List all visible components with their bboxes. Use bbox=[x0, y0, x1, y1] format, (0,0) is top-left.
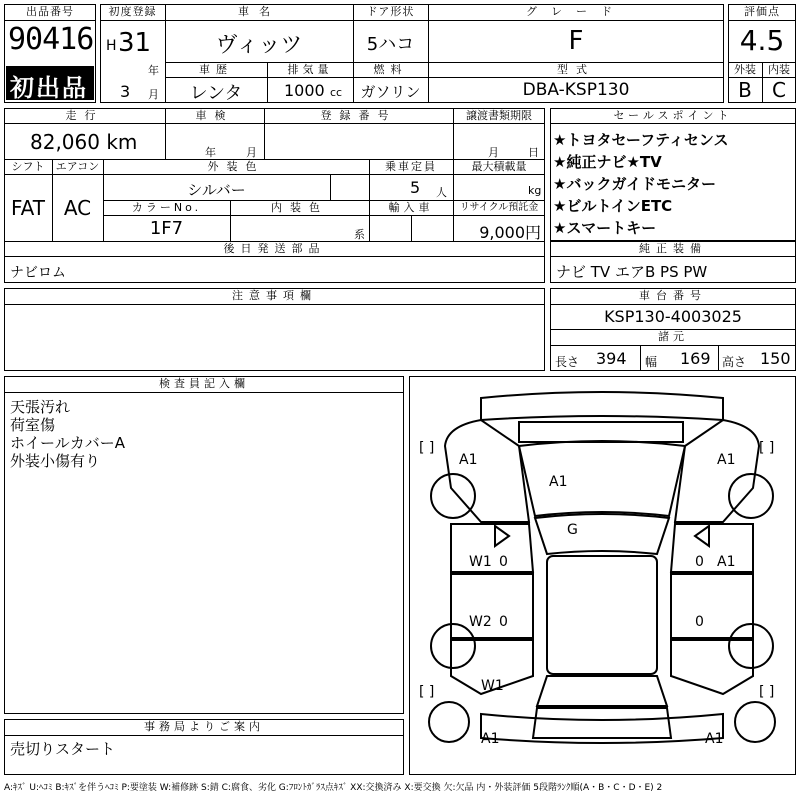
interior-grade-label: 内装 bbox=[768, 63, 790, 76]
legend: A:ｷｽﾞ U:ﾍｺﾐ B:ｷｽﾞを伴うﾍｺﾐ P:要塗装 W:補修跡 S:錆 C:腐食、劣化 G:ﾌﾛﾝﾄｶﾞﾗｽ点ｷｽﾞ XX:交換済み X:要交換 欠:欠品 内・外装評価 5段階ﾗﾝｸ順(A・B・C・D・E) 2 bbox=[4, 783, 663, 793]
displacement: 1000 bbox=[284, 81, 325, 100]
load-label: 最大積載量 bbox=[471, 160, 527, 173]
door-label: ドア形状 bbox=[366, 5, 415, 18]
import-label: 輸入車 bbox=[388, 201, 434, 214]
ac-label: エアコン bbox=[55, 160, 100, 173]
sales-point-2: ★純正ナビ★TV bbox=[553, 153, 662, 171]
door-type: 5ハコ bbox=[366, 34, 415, 55]
sales-point-4: ★ビルトインETC bbox=[553, 197, 673, 215]
mark-right-door-front: A1 bbox=[717, 554, 736, 570]
length-label: 長さ bbox=[555, 355, 580, 369]
plate-label: 登録番号 bbox=[320, 109, 397, 122]
mark-zero-4: 0 bbox=[695, 614, 704, 630]
car-name: ヴィッツ bbox=[215, 33, 303, 58]
inspection-label: 車検 bbox=[195, 109, 234, 122]
recycle-label: リサイクル預託金 bbox=[459, 202, 539, 213]
grade-label: グレード bbox=[526, 5, 626, 18]
capacity-label: 乗車定員 bbox=[385, 160, 437, 173]
later-parts: ナビロム bbox=[10, 265, 66, 281]
sales-point-5: ★スマートキー bbox=[553, 219, 657, 237]
inspection-year-unit: 年 bbox=[205, 146, 216, 159]
color: シルバー bbox=[187, 181, 246, 199]
lot-number: 90416 bbox=[8, 22, 94, 57]
transfer-label: 譲渡書類期限 bbox=[466, 109, 532, 122]
inspector-block bbox=[4, 376, 404, 714]
dims-label: 諸元 bbox=[658, 330, 688, 343]
displacement-label: 排気量 bbox=[287, 63, 333, 76]
recycle: 9,000円 bbox=[479, 223, 541, 242]
capacity: 5 bbox=[410, 178, 421, 197]
inspector-line-4: 外装小傷有り bbox=[10, 452, 101, 470]
color-no: 1F7 bbox=[149, 218, 184, 239]
mark-zero-1: 0 bbox=[499, 554, 508, 570]
transfer-month-unit: 月 bbox=[488, 146, 499, 159]
displacement-unit: cc bbox=[330, 86, 343, 99]
inspector-line-1: 天張汚れ bbox=[10, 398, 71, 416]
color-label: 外装色 bbox=[207, 160, 265, 173]
history: レンタ bbox=[189, 83, 243, 104]
equipment: ナビ TV エアB PS PW bbox=[556, 263, 708, 281]
mark-rear-right: A1 bbox=[705, 731, 724, 747]
color-no-label: カラーNo. bbox=[131, 201, 202, 214]
bracket-4: [ ] bbox=[759, 684, 775, 700]
bracket-2: [ ] bbox=[759, 440, 775, 456]
first-listing-label: 初出品 bbox=[10, 74, 88, 102]
load-unit: kg bbox=[528, 184, 542, 197]
mark-hood: A1 bbox=[549, 474, 568, 490]
mark-left-door-rear: W2 bbox=[469, 614, 492, 630]
fuel-label: 燃料 bbox=[373, 63, 408, 76]
mark-windshield: G bbox=[567, 522, 578, 538]
car-name-label: 車名 bbox=[238, 5, 280, 18]
score-label: 評価点 bbox=[744, 5, 780, 18]
later-parts-label: 後日発送部品 bbox=[223, 242, 326, 255]
bracket-1: [ ] bbox=[419, 440, 435, 456]
length: 394 bbox=[596, 349, 627, 368]
interior-grade: C bbox=[772, 78, 786, 102]
notes-label: 注意事項欄 bbox=[232, 289, 317, 302]
capacity-unit: 人 bbox=[436, 186, 447, 199]
mark-rear-left: A1 bbox=[481, 731, 500, 747]
era: H bbox=[106, 38, 117, 54]
width: 169 bbox=[680, 349, 711, 368]
mark-zero-3: 0 bbox=[499, 614, 508, 630]
office-note: 売切りスタート bbox=[10, 740, 116, 758]
office-label: 事務局よりご案内 bbox=[144, 720, 264, 733]
inspector-line-3: ホイールカバーA bbox=[10, 434, 125, 452]
equipment-label: 純正装備 bbox=[639, 242, 707, 255]
height: 150 bbox=[760, 349, 791, 368]
inspector-label: 検査員記入欄 bbox=[159, 377, 249, 390]
mark-front-left: A1 bbox=[459, 452, 478, 468]
exterior-grade-label: 外装 bbox=[734, 63, 756, 76]
mark-front-right: A1 bbox=[717, 452, 736, 468]
sales-point-1: ★トヨタセーフティセンス bbox=[553, 131, 729, 149]
history-label: 車歴 bbox=[199, 63, 233, 76]
month-unit: 月 bbox=[148, 88, 159, 101]
height-label: 高さ bbox=[722, 355, 747, 369]
inspection-month-unit: 月 bbox=[246, 146, 257, 159]
reg-year: 31 bbox=[118, 28, 152, 58]
mileage: 82,060 km bbox=[30, 130, 138, 154]
score: 4.5 bbox=[739, 24, 785, 57]
reg-month: 3 bbox=[120, 82, 131, 101]
mark-left-rear: W1 bbox=[481, 678, 504, 694]
model-label: 型式 bbox=[557, 63, 595, 76]
shift-label: シフト bbox=[11, 160, 45, 173]
grade: F bbox=[568, 26, 584, 56]
fuel: ガソリン bbox=[360, 83, 421, 101]
model: DBA-KSP130 bbox=[522, 80, 630, 100]
sales-points-label: セールスポイント bbox=[613, 109, 733, 122]
chassis-label: 車台番号 bbox=[639, 289, 707, 302]
mileage-label: 走行 bbox=[65, 109, 104, 122]
reg-label: 初度登録 bbox=[108, 5, 157, 18]
transfer-day-unit: 日 bbox=[528, 146, 539, 159]
car-diagram bbox=[409, 376, 796, 775]
interior-color-label: 内装色 bbox=[271, 201, 328, 214]
exterior-grade: B bbox=[738, 78, 752, 102]
interior-color-unit: 系 bbox=[354, 228, 365, 241]
year-unit: 年 bbox=[148, 64, 159, 77]
chassis-number: KSP130-4003025 bbox=[604, 307, 742, 326]
inspector-line-2: 荷室傷 bbox=[10, 416, 56, 434]
mark-left-door-front: W1 bbox=[469, 554, 492, 570]
sales-point-3: ★バックガイドモニター bbox=[553, 175, 716, 193]
bracket-3: [ ] bbox=[419, 684, 435, 700]
width-label: 幅 bbox=[645, 355, 658, 369]
ac: AC bbox=[63, 196, 92, 220]
shift: FAT bbox=[10, 196, 45, 220]
lot-label: 出品番号 bbox=[26, 5, 74, 18]
mark-zero-2: 0 bbox=[695, 554, 704, 570]
